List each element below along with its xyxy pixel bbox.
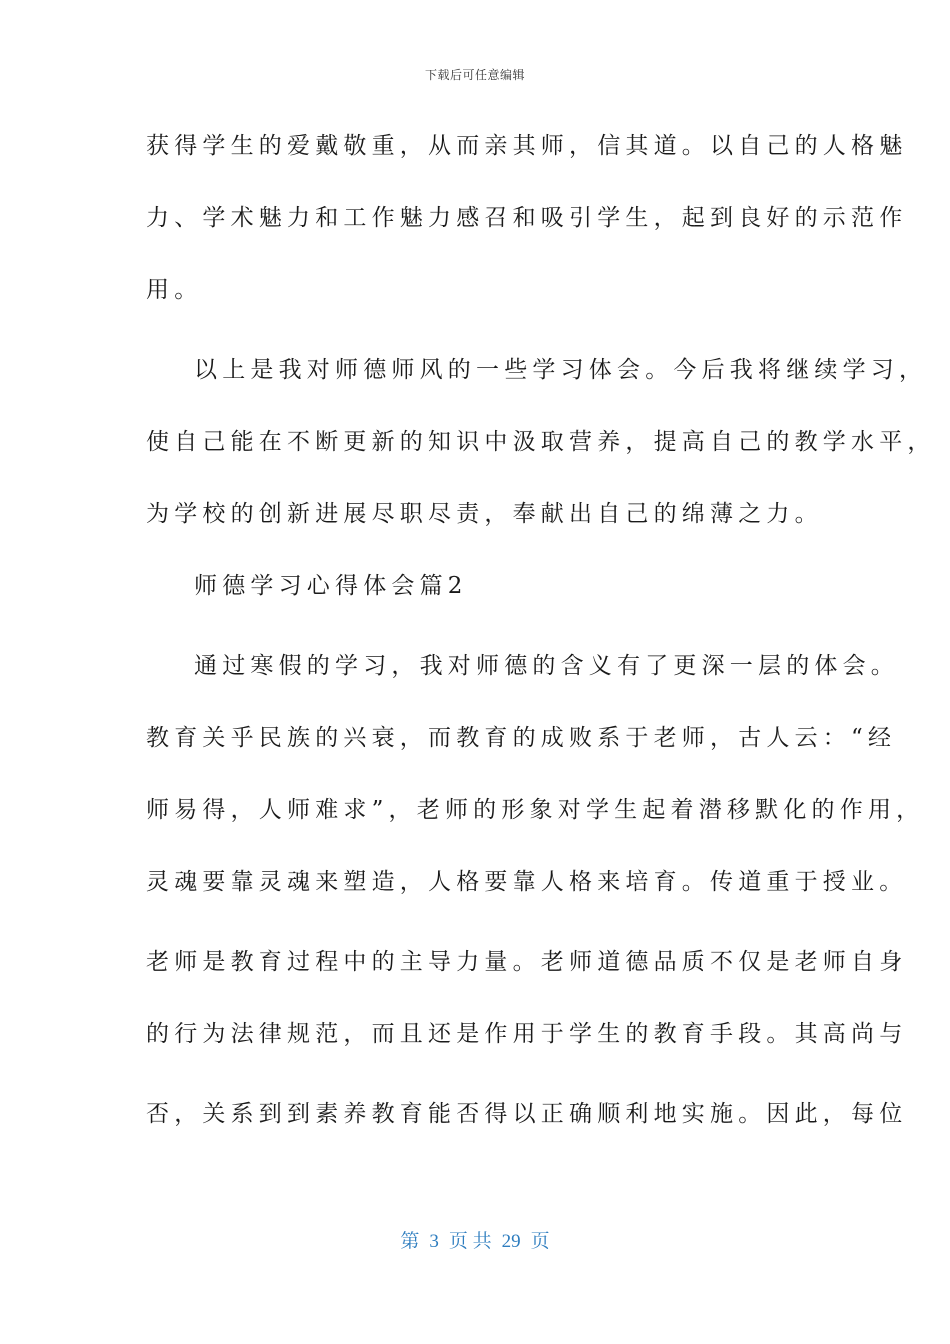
- current-page-number: 3: [429, 1231, 439, 1252]
- footer-prefix: 第: [400, 1231, 420, 1252]
- paragraph-line: 教育关乎民族的兴衰，而教育的成败系于老师，古人云：“经: [146, 725, 897, 751]
- paragraph-line: 力、学术魅力和工作魅力感召和吸引学生，起到良好的示范作: [146, 205, 908, 231]
- paragraph-line: 师易得，人师难求”，老师的形象对学生起着潜移默化的作用，: [146, 797, 925, 823]
- section-heading: 师德学习心得体会篇2: [194, 573, 468, 599]
- page-footer: [0, 1226, 950, 1253]
- paragraph-line: 否，关系到到素养教育能否得以正确顺利地实施。因此，每位: [146, 1101, 908, 1127]
- paragraph-line: 灵魂要靠灵魂来塑造，人格要靠人格来培育。传道重于授业。: [146, 869, 908, 895]
- paragraph-line: 以上是我对师德师风的一些学习体会。今后我将继续学习，: [194, 357, 928, 383]
- paragraph-line: 为学校的创新进展尽职尽责，奉献出自己的绵薄之力。: [146, 501, 823, 527]
- paragraph-line: 通过寒假的学习，我对师德的含义有了更深一层的体会。: [194, 653, 899, 679]
- paragraph-line: 用。: [146, 277, 203, 303]
- page-header: 下载后可任意编辑: [424, 68, 525, 82]
- paragraph-line: 获得学生的爱戴敬重，从而亲其师，信其道。以自己的人格魅: [146, 133, 908, 159]
- paragraph-line: 使自己能在不断更新的知识中汲取营养，提高自己的教学水平，: [146, 429, 936, 455]
- paragraph-line: 老师是教育过程中的主导力量。老师道德品质不仅是老师自身: [146, 949, 908, 975]
- footer-middle: 页 共: [448, 1231, 492, 1252]
- total-pages-number: 29: [501, 1231, 521, 1252]
- footer-suffix: 页: [530, 1231, 550, 1252]
- paragraph-line: 的行为法律规范，而且还是作用于学生的教育手段。其高尚与: [146, 1021, 908, 1047]
